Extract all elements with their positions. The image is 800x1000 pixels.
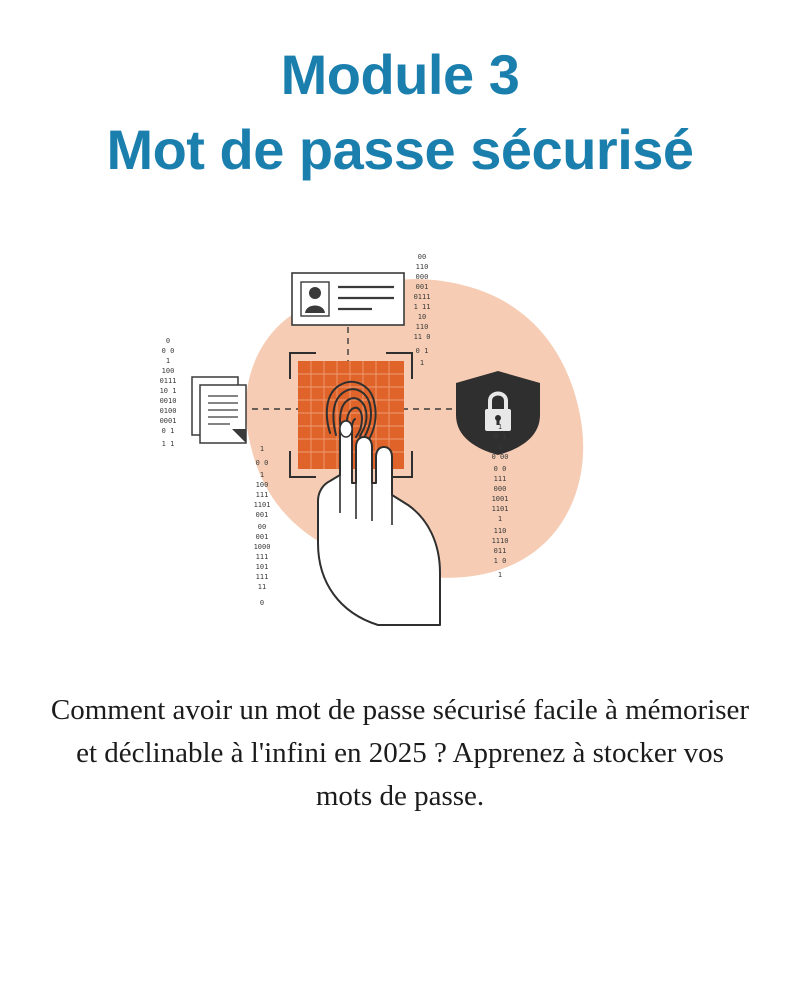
binary-stream-top-right xyxy=(414,253,431,367)
svg-text:1000: 1000 xyxy=(253,543,271,552)
svg-text:0 0: 0 0 xyxy=(255,459,269,468)
svg-text:0010: 0010 xyxy=(159,397,177,406)
binary-stream-left xyxy=(160,337,177,448)
svg-text:001: 001 xyxy=(255,533,269,542)
svg-text:1: 1 xyxy=(259,471,265,480)
svg-text:110: 110 xyxy=(415,263,429,272)
svg-text:101: 101 xyxy=(255,563,269,572)
svg-text:0100: 0100 xyxy=(159,407,177,416)
page-title xyxy=(0,0,800,181)
svg-text:1: 1 xyxy=(497,443,503,452)
svg-text:1: 1 xyxy=(497,423,503,432)
svg-text:0 0: 0 0 xyxy=(493,465,507,474)
svg-text:1: 1 xyxy=(497,571,503,580)
svg-text:1101: 1101 xyxy=(253,501,271,510)
svg-text:111: 111 xyxy=(255,491,269,500)
svg-text:111: 111 xyxy=(255,553,269,562)
svg-text:1110: 1110 xyxy=(491,537,509,546)
svg-text:0: 0 xyxy=(165,337,171,346)
svg-text:10 1: 10 1 xyxy=(159,387,177,396)
svg-text:0001: 0001 xyxy=(159,417,177,426)
svg-text:11: 11 xyxy=(257,583,267,592)
document-icon xyxy=(192,377,246,443)
svg-text:111: 111 xyxy=(255,573,269,582)
svg-text:001: 001 xyxy=(255,511,269,520)
title-line-subject: Mot de passe sécurisé xyxy=(106,117,694,181)
title-line-module: Module 3 xyxy=(280,43,520,106)
svg-text:1: 1 xyxy=(259,445,265,454)
svg-text:00: 00 xyxy=(417,253,427,262)
caption-text: Comment avoir un mot de passe sécurisé facile à mémoriser et déclinable à l'infini en 2025 ? Apprenez à stocker vos mots de passe. xyxy=(50,694,750,813)
svg-text:1: 1 xyxy=(497,515,503,524)
svg-text:1 0: 1 0 xyxy=(493,557,507,566)
svg-text:0: 0 xyxy=(259,599,265,608)
svg-text:0111: 0111 xyxy=(413,293,431,302)
svg-text:10: 10 xyxy=(417,313,427,322)
svg-text:1101: 1101 xyxy=(491,505,509,514)
svg-text:1001: 1001 xyxy=(491,495,509,504)
fingerprint-scan-illustration xyxy=(140,243,660,643)
svg-text:1 11: 1 11 xyxy=(413,303,431,312)
svg-text:0 1: 0 1 xyxy=(415,347,429,356)
svg-text:001: 001 xyxy=(415,283,429,292)
svg-text:11 0: 11 0 xyxy=(413,333,431,342)
id-card-icon xyxy=(292,273,404,325)
svg-text:0 0: 0 0 xyxy=(161,347,175,356)
svg-text:0 00: 0 00 xyxy=(491,453,509,462)
svg-text:0 1: 0 1 xyxy=(493,433,507,442)
svg-text:000: 000 xyxy=(415,273,429,282)
svg-text:0111: 0111 xyxy=(159,377,177,386)
svg-text:100: 100 xyxy=(161,367,175,376)
svg-text:1 1: 1 1 xyxy=(161,440,175,449)
svg-text:000: 000 xyxy=(493,485,507,494)
svg-text:110: 110 xyxy=(415,323,429,332)
svg-text:00: 00 xyxy=(257,523,267,532)
svg-text:0 1: 0 1 xyxy=(161,427,175,436)
svg-text:100: 100 xyxy=(255,481,269,490)
svg-text:011: 011 xyxy=(493,547,507,556)
svg-text:1: 1 xyxy=(419,359,425,368)
svg-text:1: 1 xyxy=(165,357,171,366)
svg-text:110: 110 xyxy=(493,527,507,536)
svg-text:111: 111 xyxy=(493,475,507,484)
